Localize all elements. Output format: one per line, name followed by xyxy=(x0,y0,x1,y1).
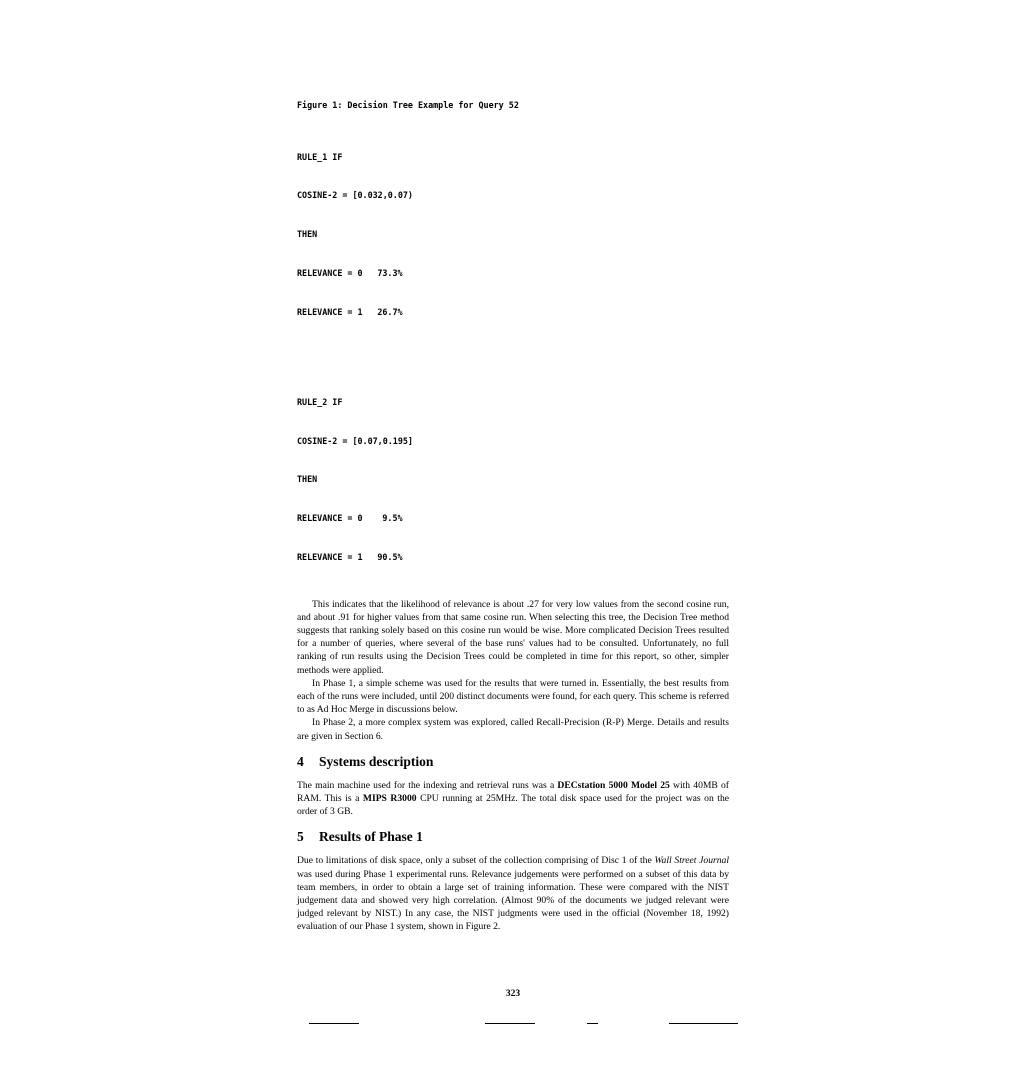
rule-2-header: RULE_2 IF xyxy=(297,397,343,408)
text-run: was used during Phase 1 experimental runs. Relevance judgements were performed on a subset of this data by team members, in order to obtain a large set of training information. These were compared with the NIST judgement data and showed very high correlation. (Almost 90% of the documents we judged relevant were judged relevant by NIST.) In any case, the NIST judgments were used in the official (November 18, 1992) evaluation of our Phase 1 system, shown in Figure 2. xyxy=(297,868,729,933)
paragraph xyxy=(297,779,729,819)
text-run: with 40MB of RAM. This is a xyxy=(297,779,729,804)
outcome-label: RELEVANCE = 1 xyxy=(297,551,363,562)
paragraph: In Phase 1, a simple scheme was used for the results that were turned in. Essentially, the best results from each of the runs were included, until 200 distinct documents were found, for each query. This scheme is referred to as Ad Hoc Merge in discussions below. xyxy=(297,677,729,716)
section-3-body xyxy=(297,598,729,743)
section-title: Results of Phase 1 xyxy=(319,829,423,845)
footer-rule xyxy=(587,1023,598,1024)
text-column xyxy=(297,99,729,934)
rule-1-then: THEN xyxy=(297,229,318,240)
outcome-value: 26.7% xyxy=(377,306,403,317)
rule-2-condition: COSINE-2 = [0.07,0.195] xyxy=(297,435,413,446)
section-4-body xyxy=(297,779,729,819)
rule-2-outcome-0 xyxy=(297,512,729,525)
outcome-value: 73.3% xyxy=(377,267,403,278)
rule-1-outcome-1 xyxy=(297,306,729,319)
section-number: 4 xyxy=(297,753,304,769)
rule-1-outcome-0 xyxy=(297,267,729,280)
paragraph xyxy=(297,854,729,933)
section-title: Systems description xyxy=(319,753,434,769)
outcome-value: 9.5% xyxy=(382,513,403,524)
section-4-heading xyxy=(297,753,729,771)
italic-text-run: Wall Street Journal xyxy=(654,855,730,867)
figure-title: Figure 1: Decision Tree Example for Query 52 xyxy=(297,100,519,110)
bold-text-run: MIPS R3000 xyxy=(362,793,417,804)
rule-1-block xyxy=(297,125,729,344)
section-5-body xyxy=(297,854,729,933)
outcome-value: 90.5% xyxy=(377,551,403,562)
text-run: Due to limitations of disk space, only a subset of the collection comprising of Disc 1 of the xyxy=(297,855,655,867)
section-number: 5 xyxy=(297,829,304,845)
footer-rule xyxy=(309,1023,359,1024)
paragraph: This indicates that the likelihood of relevance is about .27 for very low values from the second cosine run, and about .91 for higher values from that same cosine run. When selecting this tree, the Decision Tree method suggests that ranking solely based on this cosine run would be wise. More complicated Decision Trees resulted for a number of queries, where several of the base runs' values had to be consulted. Unfortunately, no full ranking of run results using the Decision Trees could be completed in time for this report, so other, simpler methods were applied. xyxy=(297,598,729,676)
paragraph: In Phase 2, a more complex system was explored, called Recall-Precision (R-P) Merge. Details and results are given in Section 6. xyxy=(297,717,729,742)
rule-2-block xyxy=(297,370,729,589)
footer-rule xyxy=(485,1023,535,1024)
rule-1-condition: COSINE-2 = [0.032,0.07) xyxy=(297,190,413,201)
section-5-heading xyxy=(297,828,729,846)
rule-1-header: RULE_1 IF xyxy=(297,151,343,162)
outcome-label: RELEVANCE = 0 xyxy=(297,267,363,278)
footer-rule xyxy=(669,1023,738,1024)
rule-2-then: THEN xyxy=(297,474,318,485)
bold-text-run: DECstation 5000 Model 25 xyxy=(557,779,670,791)
page-number: 323 xyxy=(505,988,521,999)
text-run: The main machine used for the indexing and retrieval runs was a xyxy=(297,779,558,791)
rule-2-outcome-1 xyxy=(297,551,729,564)
outcome-label: RELEVANCE = 0 xyxy=(297,513,363,524)
text-run: CPU running at 25MHz. The total disk space used for the project was on the order of 3 GB. xyxy=(297,793,730,818)
outcome-label: RELEVANCE = 1 xyxy=(297,306,363,317)
footer-rules xyxy=(0,1013,1024,1037)
